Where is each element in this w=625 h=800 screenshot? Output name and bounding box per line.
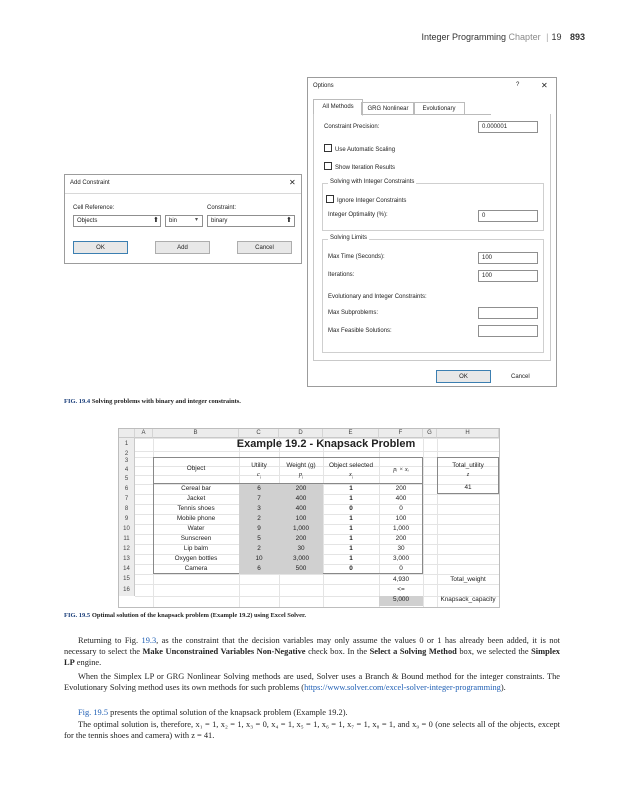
spreadsheet [118, 428, 500, 608]
col-header-h[interactable]: H [437, 429, 499, 438]
cell-utility[interactable]: 6 [257, 485, 261, 492]
row-header[interactable]: 9 [119, 514, 135, 524]
cell-object[interactable]: Sunscreen [180, 535, 212, 542]
cell-selected[interactable]: 1 [349, 545, 353, 552]
page-number: 893 [569, 32, 585, 42]
constraint-label: Constraint: [207, 205, 237, 211]
cell-utility[interactable]: 7 [257, 495, 261, 502]
auto-scaling-checkbox[interactable] [324, 144, 395, 153]
cell-selected[interactable]: 0 [349, 505, 353, 512]
cell-selected[interactable]: 0 [349, 565, 353, 572]
col-header-e[interactable]: E [323, 429, 379, 438]
paragraph-3 [64, 707, 560, 718]
cell-product[interactable]: 200 [395, 535, 407, 542]
total-weight-label[interactable]: Total_weight [450, 576, 486, 583]
options-dialog [307, 77, 557, 387]
cell-object[interactable]: Camera [184, 565, 208, 572]
cell-object[interactable]: Cereal bar [181, 485, 211, 492]
total-weight-cell[interactable]: 4,930 [393, 576, 409, 583]
row-header[interactable]: 8 [119, 504, 135, 514]
p1-text-a: Returning to Fig. [78, 636, 142, 645]
add-constraint-cancel-button[interactable]: Cancel [237, 241, 292, 254]
checkbox-box[interactable] [324, 144, 332, 152]
tab-all-methods[interactable]: All Methods [313, 99, 363, 116]
tab-evolutionary[interactable]: Evolutionary [413, 102, 465, 115]
help-button[interactable]: ? [516, 82, 520, 88]
row-header[interactable]: 10 [119, 524, 135, 534]
header-chapter-number: 19 [551, 32, 562, 42]
row-header[interactable]: 2 [119, 451, 135, 457]
fig-19-4-label: FIG. 19.4 [64, 398, 91, 405]
ignore-integer-label: Ignore Integer Constraints [337, 198, 407, 204]
col-header-c[interactable]: C [239, 429, 279, 438]
header-title: Integer Programming [421, 32, 507, 42]
header-product[interactable]: pᵢ × xᵢ [393, 466, 409, 473]
p1-text-d: box, we selected the [456, 647, 532, 657]
p1-bold-solving-method: Select a Solving Method [369, 647, 457, 657]
max-feasible-input[interactable] [478, 325, 538, 337]
utility-symbol: c [257, 471, 260, 478]
header-separator: | [546, 32, 549, 42]
integer-optimality-label: Integer Optimality (%): [328, 212, 388, 218]
cell-selected[interactable]: 1 [349, 515, 353, 522]
collapse-ref-icon[interactable]: ⬆ [153, 217, 159, 224]
grid-line [423, 438, 424, 607]
row-header[interactable]: 5 [119, 475, 135, 484]
header-selected[interactable]: Object selected [328, 462, 374, 469]
header-chapter: Chapter [508, 32, 541, 42]
cell-product[interactable]: 30 [397, 545, 405, 552]
cell-product[interactable]: 1,000 [393, 525, 409, 532]
iterations-label: Iterations: [328, 272, 355, 278]
cell-object[interactable]: Tennis shoes [177, 505, 215, 512]
col-header-g[interactable]: G [423, 429, 437, 438]
cell-object[interactable]: Oxygen bottles [174, 555, 218, 562]
header-total-utility[interactable]: Total_utility [452, 462, 484, 469]
cell-weight[interactable]: 30 [297, 545, 305, 552]
row-header[interactable]: 4 [119, 466, 135, 475]
p2-text-b: ). [500, 683, 506, 693]
cell-utility[interactable]: 3 [257, 505, 261, 512]
max-subproblems-input[interactable] [478, 307, 538, 319]
checkbox-box[interactable] [324, 162, 332, 170]
cell-selected[interactable]: 1 [349, 485, 353, 492]
max-time-label: Max Time (Seconds): [328, 254, 385, 260]
cell-reference-input[interactable]: Objects [73, 215, 161, 227]
add-constraint-close-button[interactable]: ✕ [289, 178, 296, 187]
options-dialog-title: Options [313, 83, 334, 89]
grid-line [135, 584, 499, 585]
weight-symbol: p [298, 471, 303, 478]
cell-weight[interactable]: 400 [295, 505, 307, 512]
cell-object[interactable]: Lip balm [183, 545, 209, 552]
cell-weight[interactable]: 1,000 [293, 525, 309, 532]
cell-utility[interactable]: 5 [257, 535, 261, 542]
header-object[interactable]: Object [186, 465, 206, 472]
cell-utility[interactable]: 9 [257, 525, 261, 532]
header-weight[interactable]: Weight (g) [286, 462, 316, 469]
options-close-button[interactable]: ✕ [541, 81, 548, 90]
row-header[interactable]: 12 [119, 544, 135, 554]
constraint-precision-input[interactable]: 0.000001 [478, 121, 538, 133]
capacity-cell[interactable]: 5,000 [393, 596, 409, 603]
paragraph-1 [64, 635, 560, 669]
row-header[interactable]: 13 [119, 554, 135, 564]
cell-product[interactable]: 100 [395, 515, 407, 522]
constraint-input[interactable]: binary [207, 215, 295, 227]
cell-object[interactable]: Mobile phone [176, 515, 216, 522]
cell-product[interactable]: 3,000 [393, 555, 409, 562]
cell-weight[interactable]: 500 [295, 565, 307, 572]
fig-19-5-link[interactable]: Fig. 19.5 [78, 708, 109, 717]
selected-symbol: x [349, 471, 352, 478]
header-utility-symbol[interactable] [239, 471, 279, 479]
cell-utility[interactable]: 2 [257, 545, 261, 552]
header-utility[interactable]: Utility [251, 462, 267, 469]
row-header[interactable]: 16 [119, 584, 135, 596]
cell-selected[interactable]: 1 [349, 535, 353, 542]
cell-object[interactable]: Jacket [186, 495, 206, 502]
header-weight-symbol[interactable] [279, 471, 323, 479]
cell-selected[interactable]: 1 [349, 525, 353, 532]
fig-19-4-text: Solving problems with binary and integer constraints. [91, 398, 241, 405]
checkbox-box[interactable] [326, 195, 334, 203]
grid-line [135, 451, 499, 452]
cell-utility[interactable]: 2 [257, 515, 261, 522]
show-iteration-checkbox[interactable] [324, 162, 395, 171]
sheet-corner [119, 429, 135, 438]
row-header[interactable]: 11 [119, 534, 135, 544]
cell-product[interactable]: 0 [399, 505, 403, 512]
utility-subscript: i [259, 474, 261, 480]
header-selected-symbol[interactable] [323, 471, 379, 479]
evolutionary-integer-label: Evolutionary and Integer Constraints: [328, 294, 427, 300]
relation-select[interactable]: bin [165, 215, 203, 227]
sheet-title[interactable]: Example 19.2 - Knapsack Problem [236, 438, 416, 450]
cell-weight[interactable]: 100 [295, 515, 307, 522]
add-constraint-add-button[interactable]: Add [155, 241, 210, 254]
max-feasible-label: Max Feasible Solutions: [328, 328, 392, 334]
max-subproblems-label: Max Subproblems: [328, 310, 379, 316]
cell-product[interactable]: 400 [395, 495, 407, 502]
col-header-a[interactable]: A [135, 429, 153, 438]
grid-line [135, 574, 499, 575]
cell-product[interactable]: 0 [399, 565, 403, 572]
row-header[interactable]: 7 [119, 494, 135, 504]
paragraph-4: The optimal solution is, therefore, x₁ = 1, x₂ = 1, x₃ = 0, x₄ = 1, x₅ = 1, x₆ = 1, x₇ = 1, x₈ = 1, and x₉ = 0 (one selects all of the objects, except for the tennis shoes and camera) with z = 41. [64, 720, 560, 741]
ignore-integer-checkbox[interactable] [326, 195, 406, 204]
running-header [421, 32, 585, 42]
p3-text: presents the optimal solution of the knapsack problem (Example 19.2). [108, 708, 348, 717]
row-header[interactable]: 15 [119, 574, 135, 584]
chevron-down-icon[interactable]: ▾ [195, 217, 199, 223]
solver-link[interactable]: https://www.solver.com/excel-solver-integer-programming [304, 683, 501, 693]
cell-selected[interactable]: 1 [349, 555, 353, 562]
max-time-input[interactable]: 100 [478, 252, 538, 264]
show-iteration-label: Show Iteration Results [335, 165, 396, 171]
cell-weight[interactable]: 400 [295, 495, 307, 502]
add-constraint-ok-button[interactable]: OK [73, 241, 128, 254]
fig-19-3-link[interactable]: 19.3 [141, 636, 157, 645]
options-cancel-button[interactable]: Cancel [511, 374, 530, 380]
cell-selected[interactable]: 1 [349, 495, 353, 502]
cell-weight[interactable]: 3,000 [293, 555, 309, 562]
le-sign-cell[interactable]: <= [397, 586, 405, 593]
collapse-constraint-icon[interactable]: ⬆ [286, 217, 292, 224]
row-header[interactable]: 6 [119, 484, 135, 494]
weight-subscript: i [302, 474, 304, 480]
cell-weight[interactable]: 200 [295, 535, 307, 542]
cell-utility[interactable]: 10 [255, 555, 263, 562]
fig-19-5-caption [64, 612, 306, 619]
capacity-label[interactable]: Knapsack_capacity [440, 596, 496, 603]
header-z[interactable]: z [466, 471, 470, 478]
col-header-d[interactable]: D [279, 429, 323, 438]
selected-subscript: i [351, 474, 353, 480]
cell-utility[interactable]: 6 [257, 565, 261, 572]
row-header[interactable]: 1 [119, 438, 135, 451]
z-value-cell[interactable]: 41 [464, 484, 472, 491]
integer-optimality-input[interactable]: 0 [478, 210, 538, 222]
paragraph-2 [64, 671, 560, 693]
cell-object[interactable]: Water [187, 525, 205, 532]
cell-product[interactable]: 200 [395, 485, 407, 492]
fig-19-4-caption [64, 398, 241, 405]
fig-19-5-label: FIG. 19.5 [64, 612, 91, 619]
fig-19-5-text: Optimal solution of the knapsack problem (Example 19.2) using Excel Solver. [91, 612, 306, 619]
auto-scaling-label: Use Automatic Scaling [335, 147, 396, 153]
p1-text-e: engine. [74, 658, 102, 668]
row-header[interactable]: 3 [119, 457, 135, 466]
options-ok-button[interactable]: OK [436, 370, 491, 383]
p1-text-c: check box. In the [305, 647, 370, 657]
add-constraint-title: Add Constraint [70, 180, 110, 186]
integer-constraints-group-title: Solving with Integer Constraints [330, 179, 415, 185]
p1-bold-simplex: Simplex LP [64, 647, 560, 668]
col-header-f[interactable]: F [379, 429, 423, 438]
col-header-b[interactable]: B [153, 429, 239, 438]
cell-weight[interactable]: 200 [295, 485, 307, 492]
integer-constraints-group [322, 183, 544, 231]
p2-text-a: When the Simplex LP or GRG Nonlinear Solving methods are used, Solver uses a Branch & Bound method for the integer constraints. The Evolutionary Solving method uses its own methods for such problems ( [64, 672, 560, 693]
add-constraint-dialog [64, 174, 302, 264]
row-header[interactable]: 14 [119, 564, 135, 574]
p1-text-b: , as the constraint that the decision variables may only assume the values 0 or 1 has already been added, it is not necessary to select the [64, 636, 560, 657]
iterations-input[interactable]: 100 [478, 270, 538, 282]
p1-bold-nonnegative: Make Unconstrained Variables Non-Negative [142, 647, 306, 657]
tab-grg-nonlinear[interactable]: GRG Nonlinear [361, 102, 415, 115]
cell-reference-label: Cell Reference: [73, 205, 115, 211]
constraint-precision-label: Constraint Precision: [324, 124, 380, 130]
title-divider [65, 193, 301, 194]
solving-limits-group-title: Solving Limits [330, 235, 368, 241]
